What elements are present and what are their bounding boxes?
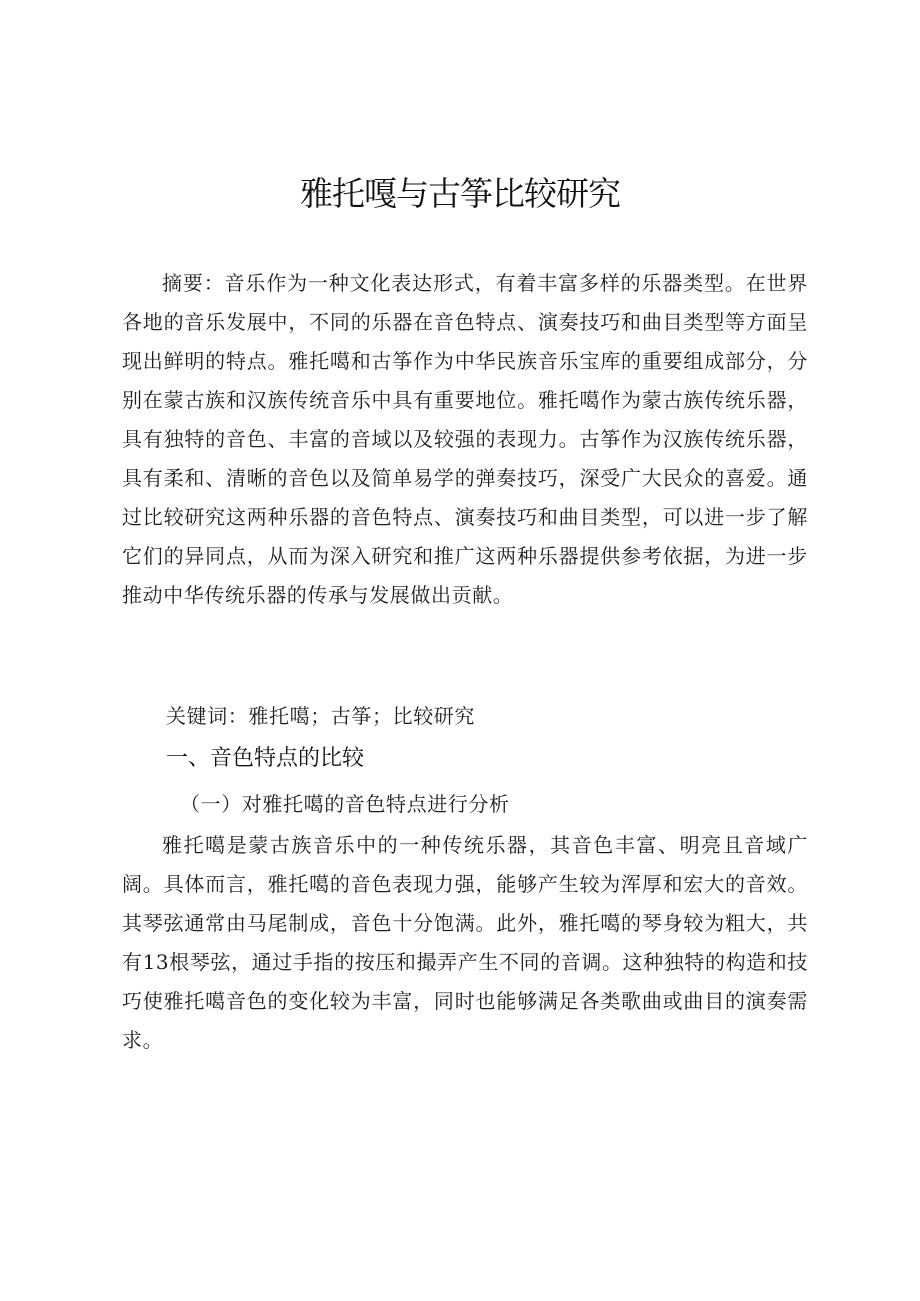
section-body-block	[122, 826, 808, 1060]
keywords-line: 关键词：雅托噶；古筝；比较研究	[166, 704, 475, 728]
subsection-heading: （一）对雅托噶的音色特点进行分析	[180, 792, 510, 816]
section-heading: 一、音色特点的比较	[166, 746, 365, 771]
abstract-paragraph: 摘要：音乐作为一种文化表达形式，有着丰富多样的乐器类型。在世界各地的音乐发展中，不同的乐器在音色特点、演奏技巧和曲目类型等方面呈现出鲜明的特点。雅托噶和古筝作为中华民族音乐宝库的重要组成部分，分别在蒙古族和汉族传统音乐中具有重要地位。雅托噶作为蒙古族传统乐器，具有独特的音色、丰富的音域以及较强的表现力。古筝作为汉族传统乐器，具有柔和、清晰的音色以及简单易学的弹奏技巧，深受广大民众的喜爱。通过比较研究这两种乐器的音色特点、演奏技巧和曲目类型，可以进一步了解它们的异同点，从而为深入研究和推广这两种乐器提供参考依据，为进一步推动中华传统乐器的传承与发展做出贡献。	[122, 271, 808, 607]
abstract-block	[122, 264, 808, 615]
section-paragraph: 雅托噶是蒙古族音乐中的一种传统乐器，其音色丰富、明亮且音域广阔。具体而言，雅托噶的音色表现力强，能够产生较为浑厚和宏大的音效。其琴弦通常由马尾制成，音色十分饱满。此外，雅托噶的琴身较为粗大，共有13根琴弦，通过手指的按压和撮弄产生不同的音调。这种独特的构造和技巧使雅托噶音色的变化较为丰富，同时也能够满足各类歌曲或曲目的演奏需求。	[122, 833, 808, 1052]
document-title: 雅托嘎与古筝比较研究	[300, 174, 620, 213]
